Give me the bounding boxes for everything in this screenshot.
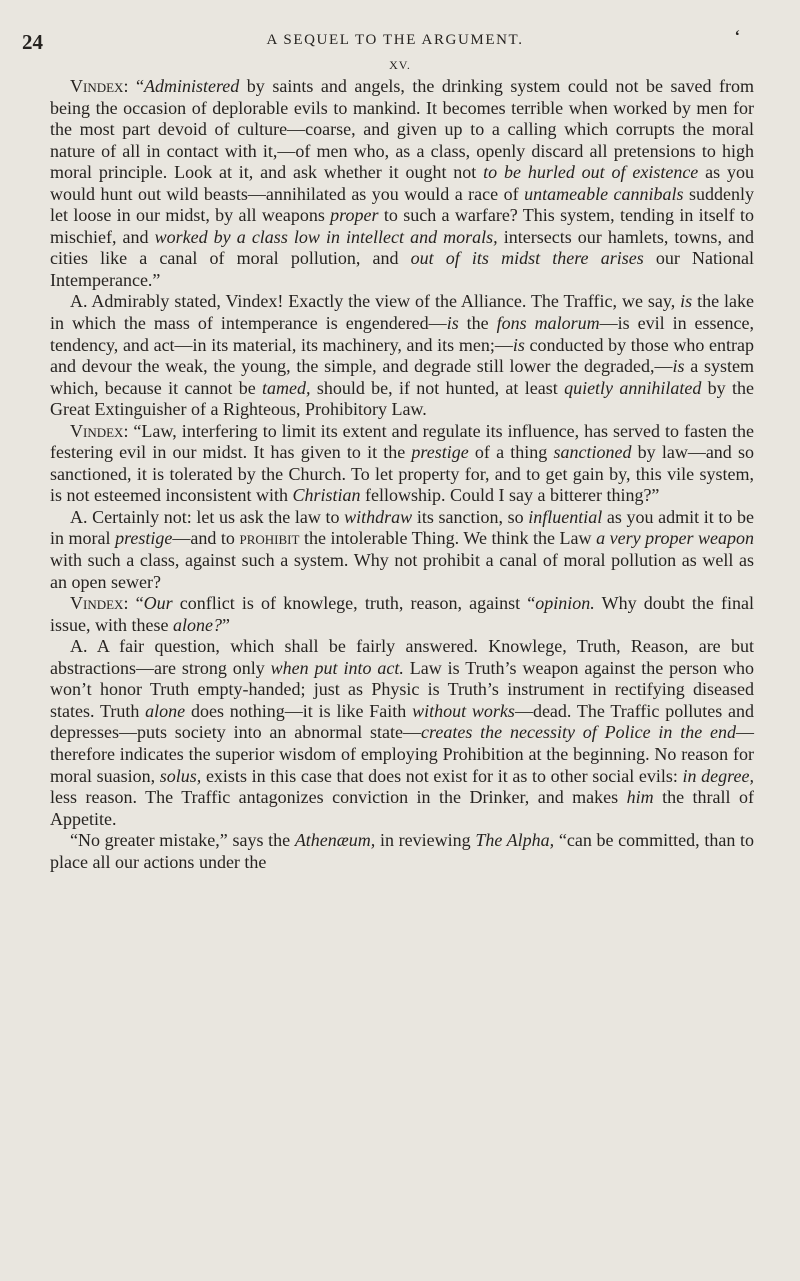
emphasis: tamed, — [262, 377, 311, 398]
text-run: of a thing — [468, 442, 554, 463]
text-run: our National Intemperance.” — [50, 248, 754, 290]
text-run: A. A fair question, which shall be fairly answered. Knowlege, Truth, Reason, are but abstractions—are strong only — [50, 636, 754, 678]
emphasis: in degree, — [682, 765, 754, 786]
speaker-name: Vindex — [70, 420, 124, 441]
emphasis: is — [446, 313, 459, 334]
paragraph-vindex-1 — [50, 76, 754, 291]
emphasis: a very proper weapon — [596, 528, 754, 549]
text-run: conflict is of knowlege, truth, reason, against “ — [172, 593, 536, 614]
text-run: Law is Truth’s weapon against the person who won’t honor Truth empty-handed; just as Physic is Truth’s instrument in rectifying diseased states. Truth — [50, 657, 754, 721]
text-run: in reviewing — [375, 830, 476, 851]
text-run: suddenly let loose in our midst, by all weapons — [50, 183, 754, 226]
text-run: —and to — [172, 528, 240, 549]
emphasis: him — [626, 787, 654, 808]
emphasis: when put into act. — [270, 657, 404, 678]
page-header — [22, 30, 768, 54]
text-run: exists in this case that does not exist for it as to other social evils: — [201, 765, 683, 786]
text-run: ” — [222, 614, 230, 635]
text-run: by law—and so sanctioned, it is tolerated by the Church. To let property for, and to get gain by, this vile system, is not esteemed inconsistent with — [50, 442, 754, 506]
emphasis: creates the necessity of Police in the end — [421, 722, 736, 743]
text-run: by the Great Extinguisher of a Righteous, Prohibitory Law. — [50, 377, 754, 420]
emphasis: alone — [145, 700, 186, 721]
text-run: A. Admirably stated, Vindex! Exactly the view of the Alliance. The Traffic, we say, — [70, 291, 681, 312]
text-run: by saints and angels, the drinking system could not be saved from being the occasion of deplorable evils to mankind. It becomes terrible when worked by men for the most part devoid of culture—coarse, and given up to a calling which corrupts the moral nature of all in contact with it,—of men who, as a class, openly discard all pretensions to high moral principle. Look at it, and ask whether it ought not — [50, 76, 754, 183]
emphasis: quietly annihilated — [564, 377, 702, 398]
text-run: with such a class, against such a system. Why not prohibit a canal of moral pollution as well as an open sewer? — [50, 550, 754, 592]
text-run: —therefore indicates the superior wisdom of employing Prohibition at the beginning. No reason for moral suasion, — [50, 722, 754, 786]
text-run: as you admit it to be in moral — [50, 506, 754, 549]
text-run: “can be committed, than to place all our actions under the — [50, 830, 755, 872]
emphasis: alone? — [173, 614, 222, 635]
emphasis: out of its midst there arises — [410, 248, 644, 269]
emphasis: prestige — [411, 442, 469, 463]
text-run: the lake in which the mass of intemperance is engendered— — [50, 291, 754, 334]
paragraph-quote — [50, 830, 754, 873]
text-run: the — [458, 313, 497, 334]
speaker-name: Vindex — [70, 593, 124, 614]
text-run: : “ — [123, 76, 144, 96]
running-head: A SEQUEL TO THE ARGUMENT. — [266, 32, 524, 48]
text-run: A. Certainly not: let us ask the law to — [70, 506, 345, 527]
emphasis: opinion. — [535, 593, 595, 614]
small-caps-word: prohibit — [239, 528, 300, 549]
text-run: the thrall of Appetite. — [50, 787, 754, 829]
emphasis: Our — [143, 593, 173, 614]
emphasis: The Alpha, — [475, 830, 555, 851]
emphasis: withdraw — [344, 506, 413, 527]
text-run: Why doubt the final issue, with these — [50, 593, 755, 635]
emphasis: sanctioned — [553, 442, 632, 463]
text-run: —dead. The Traffic pollutes and depresses—puts society into an abnormal state— — [50, 700, 755, 743]
emphasis: is — [512, 334, 525, 355]
emphasis: Athenæum, — [294, 830, 376, 851]
emphasis: without works — [412, 700, 515, 721]
text-run: should be, if not hunted, at least — [310, 377, 565, 398]
body-text — [50, 76, 754, 873]
emphasis: Administered — [143, 76, 240, 96]
emphasis: untameable cannibals — [524, 183, 684, 204]
text-run: : “Law, interfering to limit its extent and regulate its influence, has served to fasten the festering evil in our midst. It has given to it the — [50, 420, 754, 463]
emphasis: prestige — [115, 528, 173, 549]
emphasis: solus, — [159, 765, 202, 786]
text-run: its sanction, so — [412, 506, 529, 527]
text-run: to such a warfare? This system, tending in itself to mischief, and — [50, 205, 754, 247]
text-run: the intolerable Thing. We think the Law — [299, 528, 597, 549]
page-number: 24 — [22, 30, 43, 54]
stray-mark: ‘ — [734, 28, 740, 45]
text-run: intersects our hamlets, towns, and cities like a canal of moral pollution, and — [50, 226, 755, 269]
paragraph-vindex-2 — [50, 421, 754, 507]
paragraph-a-1 — [50, 291, 754, 420]
speaker-name: Vindex — [70, 76, 124, 96]
emphasis: to be hurled out of existence — [483, 162, 699, 183]
text-run: : “ — [123, 593, 144, 614]
paragraph-vindex-3 — [50, 593, 754, 636]
emphasis: is — [672, 356, 685, 377]
text-run: —is evil in essence, tendency, and act—in its material, its machinery, and its men;— — [50, 313, 755, 355]
emphasis: is — [680, 291, 693, 312]
text-run: as you would hunt out wild beasts—annihilated as you would a race of — [50, 162, 754, 204]
text-run: conducted by those who entrap and devour the weak, the young, the simple, and degrade still lower the degraded,— — [50, 334, 755, 377]
paragraph-a-2 — [50, 507, 754, 593]
text-run: less reason. The Traffic antagonizes conviction in the Drinker, and makes — [50, 787, 627, 808]
text-run: fellowship. Could I say a bitterer thing?” — [360, 485, 660, 506]
text-run: “No greater mistake,” says the — [70, 830, 295, 851]
text-run: does nothing—it is like Faith — [185, 700, 413, 721]
paragraph-a-3 — [50, 636, 754, 830]
emphasis: Christian — [292, 485, 361, 506]
emphasis: worked by a class low in intellect and morals, — [154, 226, 498, 247]
emphasis: proper — [330, 205, 379, 226]
emphasis: influential — [528, 506, 603, 527]
text-run: a system which, because it cannot be — [50, 356, 754, 398]
emphasis: fons malorum — [496, 313, 600, 334]
section-number: XV. — [389, 58, 411, 72]
